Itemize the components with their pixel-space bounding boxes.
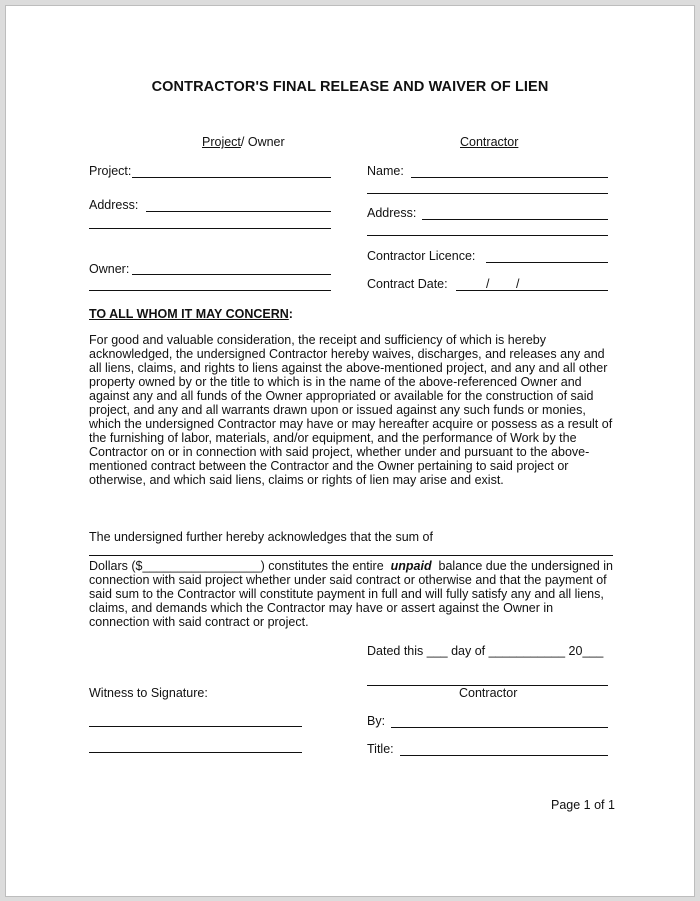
date-slash-1: / xyxy=(486,277,490,291)
project-header-label: Project xyxy=(202,135,241,149)
name-label: Name: xyxy=(367,164,404,178)
project-label: Project: xyxy=(89,164,132,178)
dollars-line xyxy=(89,559,613,573)
address-field-left-2[interactable] xyxy=(89,228,331,229)
page-number: Page 1 of 1 xyxy=(551,798,615,812)
name-field-1[interactable] xyxy=(411,177,608,178)
acknowledgement-intro: The undersigned further hereby acknowledges that the sum of xyxy=(89,530,433,544)
signature-contractor-label: Contractor xyxy=(459,686,518,700)
contract-date-field[interactable] xyxy=(456,290,608,291)
project-owner-header xyxy=(202,135,285,149)
by-field[interactable] xyxy=(391,727,608,728)
address-field-left-1[interactable] xyxy=(146,211,331,212)
address-label-right: Address: xyxy=(367,206,417,220)
witness-signature-field-2[interactable] xyxy=(89,752,302,753)
document-title: CONTRACTOR'S FINAL RELEASE AND WAIVER OF LIEN xyxy=(151,79,549,95)
licence-label: Contractor Licence: xyxy=(367,249,476,263)
concern-heading-colon: : xyxy=(288,307,293,321)
sum-words-field[interactable] xyxy=(89,555,613,556)
concern-heading-text: TO ALL WHOM IT MAY CONCERN xyxy=(89,307,289,321)
dated-line: Dated this ___ day of ___________ 20___ xyxy=(367,644,604,658)
address-label-left: Address: xyxy=(89,198,139,212)
owner-field-1[interactable] xyxy=(132,274,331,275)
owner-header-label: / Owner xyxy=(240,135,285,149)
release-paragraph: For good and valuable consideration, the receipt and sufficiency of which is hereby acknowledged, the undersigned Contractor hereby waives, discharges, and releases any and all liens, claims, and rights to liens against the above-mentioned project, and any and all other property owned by or the title to which is in the name of the above-referenced Owner and against any and all funds of the Owner appropriated or available for the construction of said project, and any and all warrants drawn upon or issued against any such funds or monies, which the undersigned Contractor may have or may hereafter acquire or possess as a result of the furnishing of labor, materials, and/or equipment, and the performance of Work by the Contractor on or in connection with said project, whether under and pursuant to the above-mentioned contract between the Contractor and the Owner pertaining to said project or otherwise, and which said liens, claims or rights of lien may arise and exist. xyxy=(89,333,613,487)
date-slash-2: / xyxy=(516,277,520,291)
title-field[interactable] xyxy=(400,755,608,756)
by-label: By: xyxy=(367,714,386,728)
owner-label: Owner: xyxy=(89,262,130,276)
address-field-right-1[interactable] xyxy=(422,219,608,220)
project-field[interactable] xyxy=(132,177,331,178)
witness-label: Witness to Signature: xyxy=(89,686,208,700)
owner-field-2[interactable] xyxy=(89,290,331,291)
contract-date-label: Contract Date: xyxy=(367,277,448,291)
acknowledgement-paragraph: connection with said project whether under said contract or otherwise and that the payment of said sum to the Contractor will constitute payment in full and will fully satisfy any and all liens, claims, and demands which the Contractor may have or assert against the Owner in connection with said contract or project. xyxy=(89,573,607,629)
licence-field[interactable] xyxy=(486,262,608,263)
dollars-prefix: Dollars ($_________________) constitutes the entire xyxy=(89,559,384,573)
address-field-right-2[interactable] xyxy=(367,235,608,236)
document-page xyxy=(5,5,695,897)
unpaid-emphasis: unpaid xyxy=(390,559,432,573)
concern-heading xyxy=(89,305,293,323)
witness-signature-field-1[interactable] xyxy=(89,726,302,727)
title-label: Title: xyxy=(367,742,394,756)
name-field-2[interactable] xyxy=(367,193,608,194)
contractor-header: Contractor xyxy=(460,135,519,149)
dollars-suffix: balance due the undersigned in xyxy=(438,559,613,573)
